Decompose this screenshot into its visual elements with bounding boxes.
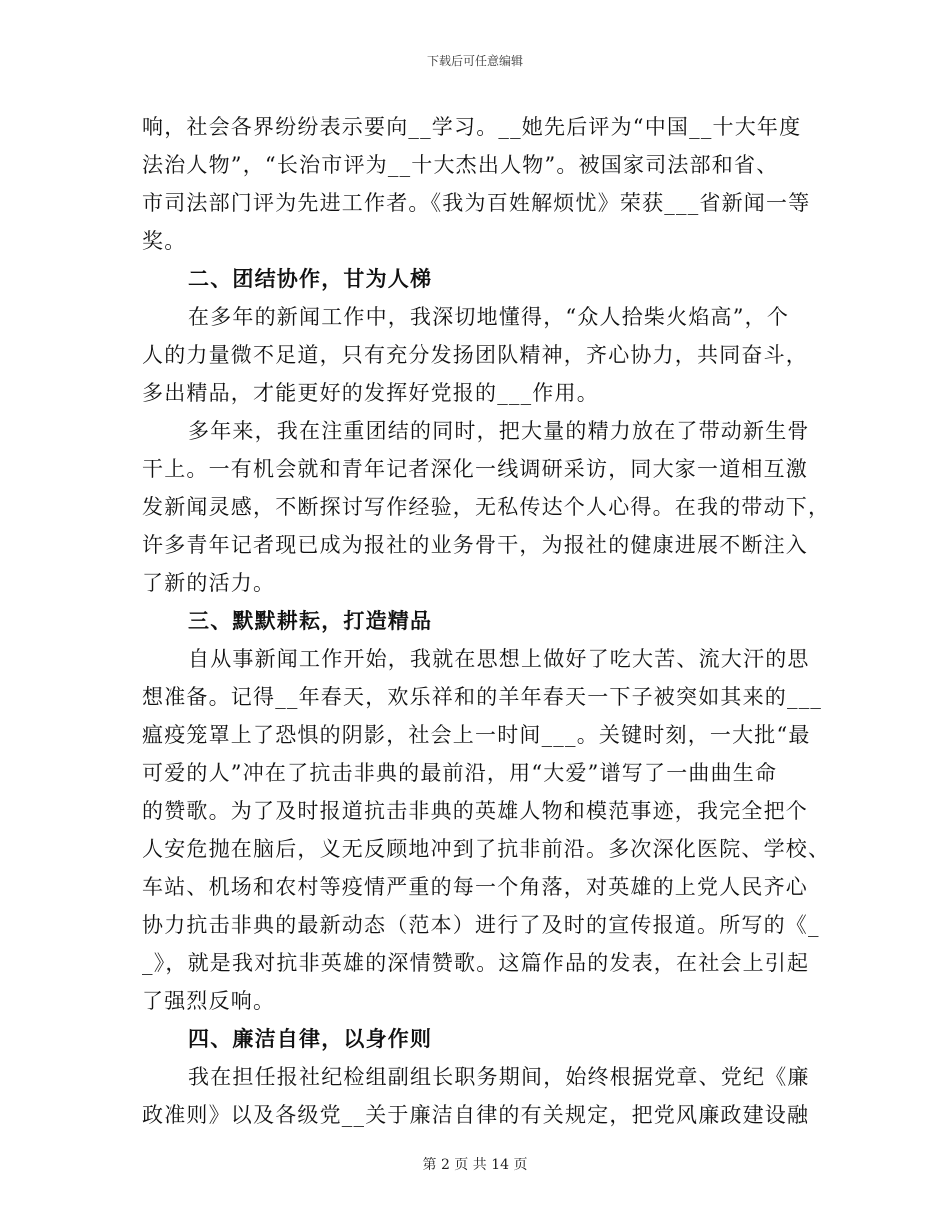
text-line: 市司法部门评为先进工作者。《我为百姓解烦忧》荣获___省新闻一等: [142, 191, 811, 215]
text-line: 想准备。记得__年春天，欢乐祥和的羊年春天一下子被突如其来的___: [142, 685, 823, 709]
text-line: 多出精品，才能更好的发挥好党报的___作用。: [142, 381, 599, 405]
text-line: 法治人物”，“长治市评为__十大杰出人物”。被国家司法部和省、: [142, 153, 779, 177]
text-line: 多年来，我在注重团结的同时，把大量的精力放在了带动新生骨: [188, 419, 810, 443]
text-line: 响，社会各界纷纷表示要向__学习。__她先后评为“中国__十大年度: [142, 115, 802, 139]
text-line: 的赞歌。为了及时报道抗击非典的英雄人物和模范事迹，我完全把个: [142, 799, 808, 823]
document-body: [142, 108, 831, 1134]
text-line: 我在担任报社纪检组副组长职务期间，始终根据党章、党纪《廉: [188, 1065, 810, 1089]
text-line: 许多青年记者现已成为报社的业务骨干，为报社的健康进展不断注入: [142, 533, 808, 557]
text-line: 干上。一有机会就和青年记者深化一线调研采访，同大家一道相互激: [142, 457, 808, 481]
text-line: 在多年的新闻工作中，我深切地懂得，“众人拾柴火焰高”，个: [188, 305, 790, 329]
page-header: 下载后可任意编辑: [426, 54, 523, 68]
text-line: 可爱的人”冲在了抗击非典的最前沿，用“大爱”谱写了一曲曲生命: [142, 761, 778, 785]
text-line: 发新闻灵感，不断探讨写作经验，无私传达个人心得。在我的带动下，: [142, 495, 831, 519]
text-line: 协力抗击非典的最新动态（范本）进行了及时的宣传报道。所写的《_: [142, 913, 820, 937]
text-line: _》，就是我对抗非英雄的深情赞歌。这篇作品的发表，在社会上引起: [142, 951, 810, 975]
text-line: 人安危抛在脑后，义无反顾地冲到了抗非前沿。多次深化医院、学校、: [142, 837, 831, 861]
text-line: 了强烈反响。: [142, 989, 276, 1013]
text-line: 瘟疫笼罩上了恐惧的阴影，社会上一时间___。关键时刻，一大批“最: [142, 723, 811, 747]
text-line: 车站、机场和农村等疫情严重的每一个角落，对英雄的上党人民齐心: [142, 875, 808, 899]
section-heading: 三、默默耕耘，打造精品: [188, 608, 433, 633]
text-line: 奖。: [142, 229, 187, 253]
section-heading: 四、廉洁自律，以身作则: [188, 1026, 433, 1051]
page-footer: 第 2 页 共 14 页: [422, 1157, 528, 1173]
section-heading: 二、团结协作，甘为人梯: [188, 266, 433, 291]
text-line: 政准则》以及各级党__关于廉洁自律的有关规定，把党风廉政建设融: [142, 1103, 810, 1127]
text-line: 自从事新闻工作开始，我就在思想上做好了吃大苦、流大汗的思: [188, 647, 810, 671]
text-line: 人的力量微不足道，只有充分发扬团队精神，齐心协力，共同奋斗，: [142, 343, 808, 367]
text-line: 了新的活力。: [142, 571, 276, 595]
